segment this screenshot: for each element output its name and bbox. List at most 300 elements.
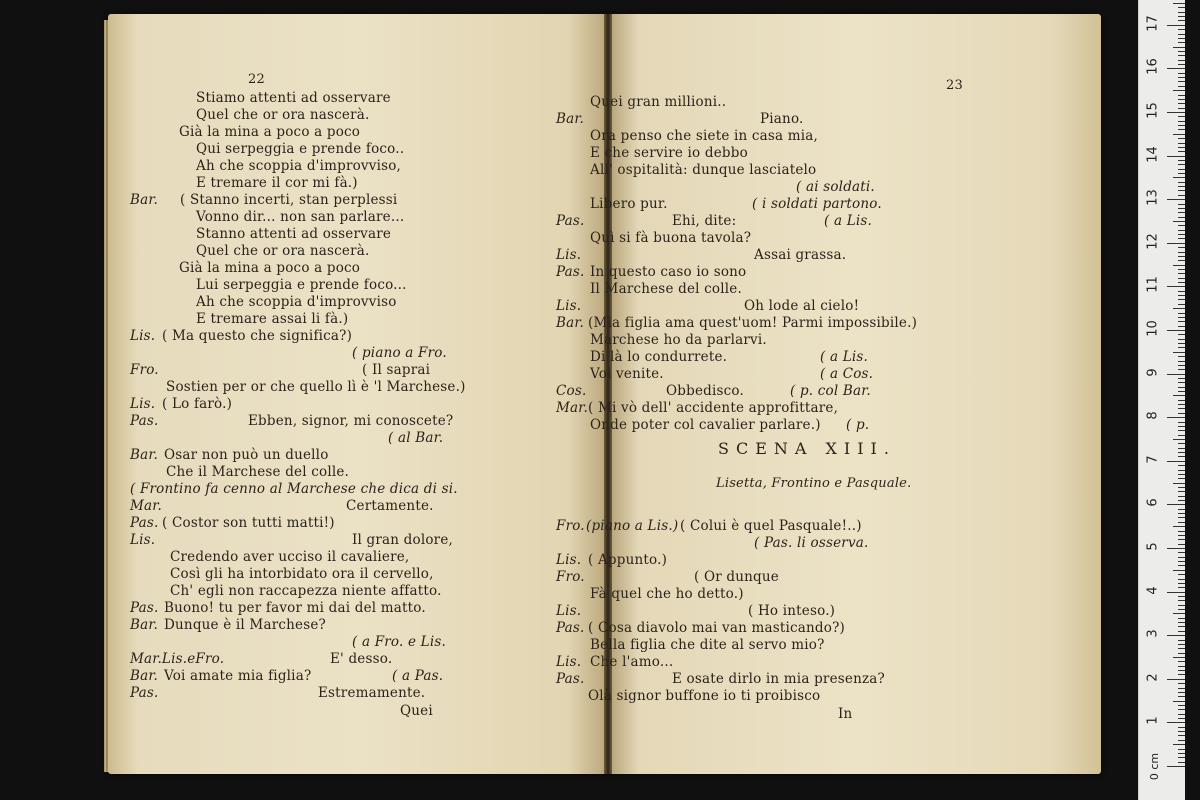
- ruler-tick: [1178, 55, 1185, 56]
- ruler-number: 12: [1145, 233, 1161, 250]
- ruler-tick: [1173, 134, 1185, 135]
- ruler-tick: [1178, 653, 1185, 654]
- ruler-tick: [1178, 81, 1185, 82]
- left-line: Il gran dolore,: [352, 532, 454, 548]
- left-line: Bar.: [130, 617, 159, 633]
- ruler-tick: [1178, 186, 1185, 187]
- left-line: Pas.: [130, 413, 159, 429]
- ruler-number: 8: [1145, 411, 1161, 420]
- left-line: Credendo aver ucciso il cavaliere,: [170, 549, 410, 565]
- ruler-tick: [1173, 177, 1185, 178]
- ruler-tick: [1173, 90, 1185, 91]
- ruler-tick: [1173, 308, 1185, 309]
- left-line: Vonno dir... non san parlare...: [196, 209, 405, 225]
- ruler-tick: [1178, 735, 1185, 736]
- right-line: All' ospitalità: dunque lasciatelo: [590, 162, 817, 178]
- left-line: Osar non può un duello: [164, 447, 329, 463]
- left-line: Qui serpeggia e prende foco..: [196, 141, 405, 157]
- right-line: Obbedisco.: [666, 383, 744, 399]
- ruler-tick: [1178, 600, 1185, 601]
- right-line: Ehi, dite:: [672, 213, 737, 229]
- left-line: ( Il saprai: [362, 362, 431, 378]
- ruler-tick: [1178, 487, 1185, 488]
- left-line: ( Frontino fa cenno al Marchese che dica di si.: [130, 481, 458, 497]
- ruler-tick: [1178, 212, 1185, 213]
- ruler-tick: [1178, 86, 1185, 87]
- ruler-tick: [1178, 291, 1185, 292]
- right-line: ( Cosa diavolo mai van masticando?): [588, 620, 846, 636]
- ruler-number: 11: [1145, 276, 1161, 294]
- left-line: Lis.: [130, 328, 156, 344]
- right-line: Bar.: [556, 111, 585, 127]
- ruler-tick: [1167, 635, 1185, 636]
- ruler-tick: [1167, 25, 1185, 26]
- ruler-tick: [1178, 356, 1185, 357]
- right-line: (piano a Lis.): [586, 518, 679, 534]
- ruler-tick: [1178, 347, 1185, 348]
- ruler-tick: [1167, 286, 1185, 287]
- left-line: Lis.: [130, 532, 156, 548]
- ruler-tick: [1173, 221, 1185, 222]
- left-line: ( a Pas.: [392, 668, 444, 684]
- left-line: Che il Marchese del colle.: [166, 464, 350, 480]
- ruler-tick: [1173, 657, 1185, 658]
- ruler-tick: [1178, 544, 1185, 545]
- ruler-tick: [1178, 626, 1185, 627]
- ruler-tick: [1178, 77, 1185, 78]
- ruler-tick: [1178, 692, 1185, 693]
- ruler-tick: [1178, 20, 1185, 21]
- ruler-tick: [1178, 648, 1185, 649]
- left-line: Certamente.: [346, 498, 434, 514]
- right-line: Lis.: [556, 603, 582, 619]
- ruler-tick: [1167, 112, 1185, 113]
- ruler-tick: [1178, 509, 1185, 510]
- left-line: ( Stanno incerti, stan perplessi: [180, 192, 398, 208]
- ruler-tick: [1178, 596, 1185, 597]
- ruler-number: 13: [1145, 189, 1161, 206]
- left-line: Pas.: [130, 685, 159, 701]
- ruler-tick: [1178, 496, 1185, 497]
- ruler-tick: [1178, 522, 1185, 523]
- ruler-tick: [1173, 352, 1185, 353]
- ruler-tick: [1167, 374, 1185, 375]
- ruler-tick: [1178, 456, 1185, 457]
- ruler-number: 5: [1145, 542, 1161, 551]
- ruler-tick: [1173, 570, 1185, 571]
- left-line: Quel che or ora nascerà.: [196, 107, 370, 123]
- right-line: ( a Cos.: [820, 366, 874, 382]
- ruler-tick: [1178, 565, 1185, 566]
- right-line: Voi venite.: [590, 366, 664, 382]
- ruler-tick: [1167, 156, 1185, 157]
- ruler-tick: [1178, 609, 1185, 610]
- right-line: E che servire io debbo: [590, 145, 748, 161]
- right-line: Pas.: [556, 213, 585, 229]
- left-line: Pas.: [130, 515, 159, 531]
- left-line: Voi amate mia figlia?: [164, 668, 312, 684]
- ruler-tick: [1178, 321, 1185, 322]
- ruler-unit-label: 0 cm: [1148, 752, 1162, 781]
- right-line: ( Ho inteso.): [748, 603, 836, 619]
- ruler-number: 6: [1145, 498, 1161, 508]
- left-line: Già la mina a poco a poco: [179, 260, 361, 276]
- right-line: ( a Lis.: [824, 213, 872, 229]
- left-line: ( Lo farò.): [162, 396, 233, 412]
- ruler-number: 9: [1145, 367, 1161, 377]
- ruler-tick: [1178, 361, 1185, 362]
- right-line: Assai grassa.: [754, 247, 847, 263]
- right-line: Quì si fà buona tavola?: [590, 230, 752, 246]
- left-line: Bar.: [130, 192, 159, 208]
- left-line: Così gli ha intorbidato ora il cervello,: [170, 566, 434, 582]
- right-line: E osate dirlo in mia presenza?: [672, 671, 885, 687]
- ruler-tick: [1173, 701, 1185, 702]
- ruler-number: 4: [1145, 585, 1161, 595]
- left-line: Fro.: [130, 362, 159, 378]
- ruler-tick: [1178, 273, 1185, 274]
- left-line: Quei: [400, 703, 433, 719]
- ruler-tick: [1178, 749, 1185, 750]
- ruler-tick: [1178, 12, 1185, 13]
- ruler-tick: [1178, 683, 1185, 684]
- ruler-tick: [1167, 722, 1185, 723]
- ruler-tick: [1178, 709, 1185, 710]
- right-line: Onde poter col cavalier parlare.): [590, 417, 821, 433]
- ruler-tick: [1178, 644, 1185, 645]
- ruler-tick: [1178, 247, 1185, 248]
- ruler-tick: [1178, 16, 1185, 17]
- ruler-tick: [1178, 727, 1185, 728]
- ruler-tick: [1178, 38, 1185, 39]
- ruler-tick: [1178, 696, 1185, 697]
- ruler-tick: [1178, 95, 1185, 96]
- right-line: ( Mi vò dell' accidente approfittare,: [588, 400, 839, 416]
- right-line: In: [838, 706, 853, 722]
- ruler-tick: [1178, 426, 1185, 427]
- ruler-tick: [1178, 557, 1185, 558]
- ruler-tick: [1178, 452, 1185, 453]
- ruler-tick: [1178, 422, 1185, 423]
- ruler-tick: [1173, 526, 1185, 527]
- ruler-tick: [1178, 34, 1185, 35]
- ruler-tick: [1178, 343, 1185, 344]
- right-line: ( a Lis.: [820, 349, 868, 365]
- ruler-tick: [1173, 613, 1185, 614]
- ruler-tick: [1178, 317, 1185, 318]
- left-line: Buono! tu per favor mi dai del matto.: [164, 600, 426, 616]
- right-line: Bar.: [556, 315, 585, 331]
- ruler-tick: [1178, 448, 1185, 449]
- left-line: Ch' egli non raccapezza niente affatto.: [170, 583, 442, 599]
- ruler-tick: [1167, 504, 1185, 505]
- ruler-tick: [1178, 382, 1185, 383]
- right-line: Olà signor buffone io ti proibisco: [588, 688, 821, 704]
- ruler-tick: [1167, 68, 1185, 69]
- ruler-tick: [1178, 326, 1185, 327]
- ruler-tick: [1178, 129, 1185, 130]
- ruler-tick: [1178, 491, 1185, 492]
- ruler-tick: [1178, 173, 1185, 174]
- left-line: Estremamente.: [318, 685, 426, 701]
- left-line: ( piano a Fro.: [352, 345, 447, 361]
- right-line: ( Pas. li osserva.: [754, 535, 869, 551]
- left-line: Mar.: [130, 498, 162, 514]
- ruler-tick: [1178, 531, 1185, 532]
- left-line: Già la mina a poco a poco: [179, 124, 361, 140]
- ruler-tick: [1178, 404, 1185, 405]
- ruler-number: 3: [1145, 629, 1161, 638]
- ruler-tick: [1178, 688, 1185, 689]
- ruler-tick: [1178, 51, 1185, 52]
- ruler-tick: [1178, 160, 1185, 161]
- ruler-tick: [1178, 103, 1185, 104]
- ruler-tick: [1178, 252, 1185, 253]
- left-line: Ah che scoppia d'improvviso: [196, 294, 397, 310]
- ruler-tick: [1167, 679, 1185, 680]
- ruler-tick: [1178, 666, 1185, 667]
- right-line: Piano.: [760, 111, 804, 127]
- ruler-tick: [1178, 714, 1185, 715]
- ruler-tick: [1178, 238, 1185, 239]
- right-line: Oh lode al cielo!: [744, 298, 860, 314]
- ruler-tick: [1178, 583, 1185, 584]
- right-line: Bella figlia che dite al servo mio?: [590, 637, 825, 653]
- left-line: Stiamo attenti ad osservare: [196, 90, 391, 106]
- ruler-tick: [1178, 740, 1185, 741]
- ruler-tick: [1178, 169, 1185, 170]
- ruler-tick: [1178, 618, 1185, 619]
- ruler-tick: [1178, 195, 1185, 196]
- left-line: Quel che or ora nascerà.: [196, 243, 370, 259]
- ruler-tick: [1178, 731, 1185, 732]
- ruler-tick: [1178, 313, 1185, 314]
- ruler-tick: [1178, 73, 1185, 74]
- ruler-tick: [1178, 718, 1185, 719]
- ruler-tick: [1178, 605, 1185, 606]
- ruler-tick: [1178, 190, 1185, 191]
- ruler-tick: [1178, 225, 1185, 226]
- ruler-tick: [1178, 517, 1185, 518]
- left-line: Mar.Lis.eFro.: [130, 651, 225, 667]
- ruler-tick: [1173, 439, 1185, 440]
- ruler-tick: [1178, 413, 1185, 414]
- ruler-tick: [1178, 7, 1185, 8]
- ruler-number: 1: [1145, 716, 1161, 726]
- ruler-tick: [1173, 395, 1185, 396]
- ruler-tick: [1173, 483, 1185, 484]
- ruler-tick: [1178, 474, 1185, 475]
- ruler-tick: [1178, 500, 1185, 501]
- right-line: Libero pur.: [590, 196, 668, 212]
- ruler-tick: [1178, 753, 1185, 754]
- ruler-tick: [1178, 631, 1185, 632]
- right-line: Quei gran millioni..: [590, 94, 727, 110]
- left-line: Pas.: [130, 600, 159, 616]
- ruler-tick: [1167, 243, 1185, 244]
- ruler-number: 16: [1145, 58, 1161, 76]
- left-line: ( Costor son tutti matti!): [162, 515, 335, 531]
- right-line: Di là lo condurrete.: [590, 349, 728, 365]
- ruler-tick: [1178, 256, 1185, 257]
- ruler-tick: [1178, 108, 1185, 109]
- left-line: Stanno attenti ad osservare: [196, 226, 392, 242]
- right-line: ( p.: [846, 417, 870, 433]
- right-line: Pas.: [556, 620, 585, 636]
- ruler-tick: [1178, 42, 1185, 43]
- ruler-tick: [1178, 164, 1185, 165]
- ruler-tick: [1178, 378, 1185, 379]
- right-line: Cos.: [556, 383, 587, 399]
- ruler-tick: [1178, 217, 1185, 218]
- ruler-tick: [1173, 744, 1185, 745]
- ruler-tick: [1178, 670, 1185, 671]
- ruler-number: 7: [1145, 455, 1161, 464]
- ruler-tick: [1178, 282, 1185, 283]
- ruler-tick: [1178, 622, 1185, 623]
- ruler-tick: [1178, 443, 1185, 444]
- left-line: Sostien per or che quello lì è 'l Marchese.): [166, 379, 466, 395]
- right-line: ( Colui è quel Pasquale!..): [680, 518, 862, 534]
- ruler-tick: [1178, 278, 1185, 279]
- ruler-tick: [1178, 400, 1185, 401]
- left-line: E tremare assai li fà.): [196, 311, 349, 327]
- ruler-tick: [1178, 470, 1185, 471]
- right-line: Lis.: [556, 247, 582, 263]
- ruler-tick: [1178, 182, 1185, 183]
- ruler-tick: [1167, 766, 1185, 767]
- ruler-tick: [1178, 674, 1185, 675]
- left-line: ( al Bar.: [388, 430, 444, 446]
- ruler-number: 14: [1145, 145, 1161, 163]
- ruler-tick: [1178, 365, 1185, 366]
- right-line: Fro.: [556, 569, 585, 585]
- ruler-number: 15: [1145, 102, 1161, 119]
- left-line: ( Ma questo che significa?): [162, 328, 353, 344]
- ruler-tick: [1178, 387, 1185, 388]
- ruler-number: 17: [1145, 15, 1161, 32]
- left-line: E tremare il cor mi fà.): [196, 175, 358, 191]
- ruler-tick: [1167, 461, 1185, 462]
- ruler-number: 10: [1145, 320, 1161, 337]
- ruler-tick: [1178, 339, 1185, 340]
- ruler-tick: [1178, 408, 1185, 409]
- right-line: ( ai soldati.: [796, 179, 875, 195]
- ruler-tick: [1178, 304, 1185, 305]
- ruler-tick: [1178, 391, 1185, 392]
- right-line: Che l'amo...: [590, 654, 674, 670]
- ruler-tick: [1178, 147, 1185, 148]
- ruler-tick: [1178, 762, 1185, 763]
- measurement-ruler: [1138, 0, 1185, 800]
- right-line: ( i soldati partono.: [752, 196, 882, 212]
- ruler-tick: [1173, 265, 1185, 266]
- ruler-tick: [1167, 592, 1185, 593]
- ruler-tick: [1178, 561, 1185, 562]
- ruler-tick: [1178, 705, 1185, 706]
- right-line: ( p. col Bar.: [790, 383, 871, 399]
- right-line: Fà quel che ho detto.): [590, 586, 744, 602]
- right-line: In questo caso io sono: [590, 264, 747, 280]
- ruler-tick: [1178, 535, 1185, 536]
- ruler-tick: [1178, 204, 1185, 205]
- ruler-number: 2: [1145, 673, 1161, 682]
- right-line: Lis.: [556, 298, 582, 314]
- ruler-tick: [1178, 587, 1185, 588]
- right-line: (Mia figlia ama quest'uom! Parmi impossibile.): [588, 315, 918, 331]
- right-line: Mar.: [556, 400, 588, 416]
- left-line: Ah che scoppia d'improvviso,: [196, 158, 402, 174]
- ruler-tick: [1178, 208, 1185, 209]
- ruler-tick: [1178, 661, 1185, 662]
- ruler-tick: [1178, 539, 1185, 540]
- ruler-tick: [1178, 230, 1185, 231]
- ruler-tick: [1178, 125, 1185, 126]
- right-line: Marchese ho da parlarvi.: [590, 332, 767, 348]
- right-line: Il Marchese del colle.: [590, 281, 742, 297]
- right-line: Lis.: [556, 654, 582, 670]
- ruler-tick: [1178, 478, 1185, 479]
- ruler-tick: [1167, 330, 1185, 331]
- ruler-tick: [1178, 465, 1185, 466]
- ruler-tick: [1178, 574, 1185, 575]
- left-line: Dunque è il Marchese?: [164, 617, 326, 633]
- ruler-tick: [1178, 116, 1185, 117]
- ruler-tick: [1178, 143, 1185, 144]
- ruler-tick: [1178, 151, 1185, 152]
- scene-cast: Lisetta, Frontino e Pasquale.: [716, 476, 912, 491]
- ruler-tick: [1178, 430, 1185, 431]
- right-line: Pas.: [556, 671, 585, 687]
- right-line: Pas.: [556, 264, 585, 280]
- ruler-tick: [1178, 260, 1185, 261]
- ruler-tick: [1167, 417, 1185, 418]
- right-line: Fro.: [556, 518, 585, 534]
- ruler-tick: [1178, 234, 1185, 235]
- ruler-tick: [1178, 369, 1185, 370]
- ruler-tick: [1178, 64, 1185, 65]
- ruler-tick: [1173, 3, 1185, 4]
- ruler-tick: [1178, 435, 1185, 436]
- ruler-tick: [1178, 579, 1185, 580]
- ruler-tick: [1178, 138, 1185, 139]
- ruler-tick: [1178, 334, 1185, 335]
- ruler-tick: [1178, 757, 1185, 758]
- ruler-tick: [1178, 269, 1185, 270]
- right-line: Lis.: [556, 552, 582, 568]
- left-line: Lis.: [130, 396, 156, 412]
- ruler-tick: [1178, 99, 1185, 100]
- left-line: Ebben, signor, mi conoscete?: [248, 413, 454, 429]
- left-line: Lui serpeggia e prende foco...: [196, 277, 407, 293]
- scene-title: SCENA XIII.: [718, 439, 896, 458]
- right-page-number: 23: [946, 78, 963, 93]
- ruler-tick: [1178, 640, 1185, 641]
- ruler-tick: [1178, 60, 1185, 61]
- left-line: Bar.: [130, 668, 159, 684]
- ruler-tick: [1178, 29, 1185, 30]
- left-page-number: 22: [248, 72, 265, 87]
- right-line: ( Or dunque: [694, 569, 779, 585]
- ruler-tick: [1173, 47, 1185, 48]
- right-line: Ora penso che siete in casa mia,: [590, 128, 819, 144]
- ruler-tick: [1167, 199, 1185, 200]
- left-line: Bar.: [130, 447, 159, 463]
- ruler-tick: [1178, 513, 1185, 514]
- ruler-tick: [1178, 295, 1185, 296]
- ruler-tick: [1178, 299, 1185, 300]
- left-line: ( a Fro. e Lis.: [352, 634, 446, 650]
